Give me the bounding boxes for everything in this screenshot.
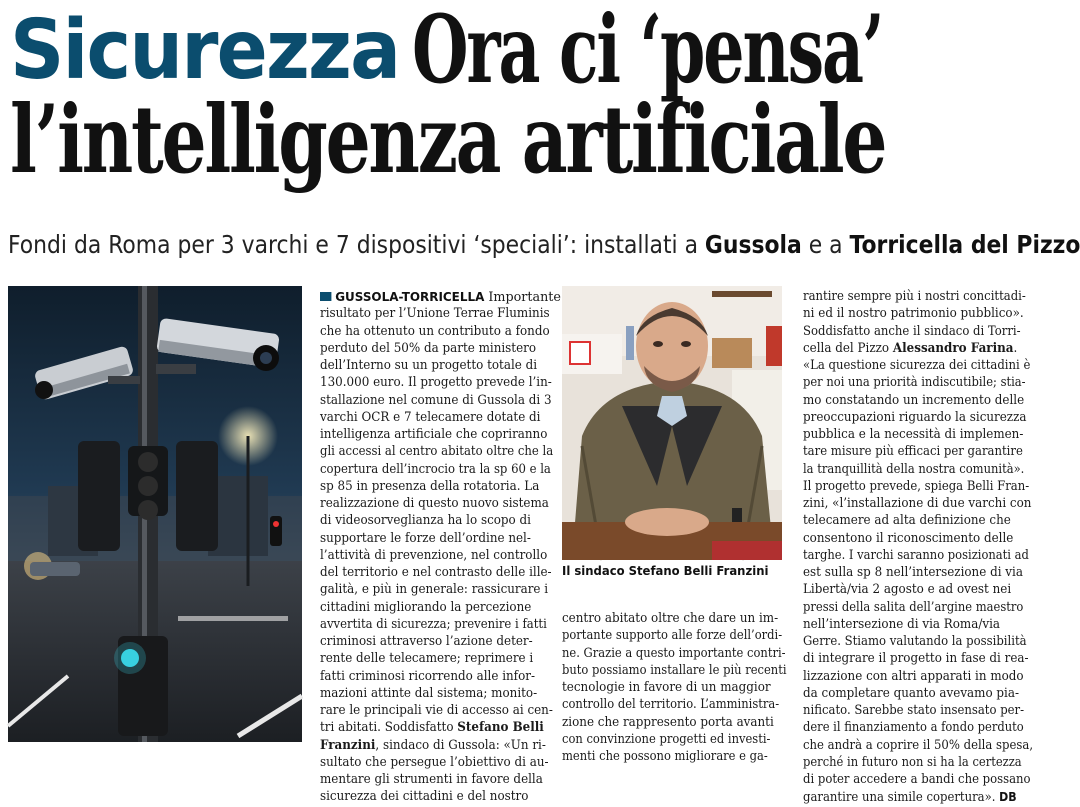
article-column-1 <box>320 288 561 806</box>
surveillance-photo <box>8 286 302 742</box>
body-line: Importante <box>484 290 561 305</box>
body-line: l’attività di prevenzione, nel controllo <box>320 547 548 563</box>
body-line: avvertita di sicurezza; prevenire i fatti <box>320 616 547 632</box>
body-line: da completare quanto avevamo pia- <box>803 685 1020 701</box>
body-line: Il progetto prevede, spiega Belli Fran- <box>803 478 1030 494</box>
body-line: galità, e più in generale: rassicurare i <box>320 582 549 598</box>
body-line: ne. Grazie a questo importante contri- <box>562 645 786 661</box>
body-line: perché in futuro non si ha la certezza <box>803 754 1022 770</box>
body-line: buto possiamo installare le più recenti <box>562 662 787 678</box>
body-line: realizzazione di questo nuovo sistema <box>320 496 549 511</box>
subheadline <box>8 230 1080 260</box>
body-line: controllo del territorio. L’amministra- <box>562 697 780 713</box>
body-line: mo constatando un incremento delle <box>803 392 1025 408</box>
body-line: supportare le forze dell’ordine nel- <box>320 530 531 546</box>
body-line: . <box>1013 340 1018 356</box>
mayor-photo <box>562 286 782 560</box>
body-line: del territorio e nel contrasto delle ille- <box>320 565 552 580</box>
subheadline-place-torricella: Torricella del Pizzo <box>849 230 1080 259</box>
body-line: zione che rappresento porta avanti <box>562 714 774 730</box>
body-line: zini, «l’installazione di due varchi con <box>803 496 1032 511</box>
subheadline-place-gussola: Gussola <box>704 230 802 259</box>
article-column-3 <box>803 288 1034 806</box>
subheadline-text: Fondi da Roma per 3 varchi e 7 dispositivi ‘speciali’: installati a <box>8 230 705 259</box>
body-line: Soddisfatto anche il sindaco di Torri- <box>803 323 1021 339</box>
body-line: garantire una simile copertura». <box>803 790 1000 806</box>
body-line: pubblica e la necessità di implemen- <box>803 427 1024 442</box>
body-line: Libertà/via 2 agosto e ad ovest nei <box>803 582 1012 598</box>
body-line: nell’intersezione di via Roma/via <box>803 616 1001 632</box>
body-line: la tranquillità della nostra comunità». <box>803 461 1025 477</box>
body-line: nificato. Sarebbe stato insensato per- <box>803 703 1025 718</box>
article-column-2 <box>562 610 787 765</box>
body-line: lizzazione con altri apparati in modo <box>803 668 1024 684</box>
photo-caption: Il sindaco Stefano Belli Franzini <box>562 563 769 578</box>
body-line: sicurezza dei cittadini e del nostro <box>320 789 529 805</box>
body-line: tri abitati. Soddisfatto <box>320 720 458 736</box>
body-line: rantire sempre più i nostri concittadi- <box>803 289 1026 304</box>
author-initials: DB <box>999 789 1017 805</box>
body-line: rare le principali vie di accesso ai cen- <box>320 703 553 718</box>
dateline: GUSSOLA-TORRICELLA <box>335 289 485 304</box>
body-line: pressi della salita dell’argine maestro <box>803 599 1024 615</box>
body-line: sultato che persegue l’obiettivo di au- <box>320 754 549 770</box>
section-marker-icon <box>320 292 331 301</box>
body-line: di integrare il progetto in fase di rea- <box>803 651 1029 667</box>
body-line: preoccupazioni riguardo la sicurezza <box>803 409 1027 425</box>
body-line: che andrà a coprire il 50% della spesa, <box>803 737 1034 753</box>
body-line: consentono il riconoscimento delle <box>803 530 1014 546</box>
body-line: mazioni attinte dal sistema; monito- <box>320 685 538 701</box>
body-line: centro abitato oltre che dare un im- <box>562 611 779 626</box>
body-line: gli accessi al centro abitato oltre che la <box>320 444 554 460</box>
body-line: di poter accedere a bandi che possano <box>803 772 1031 787</box>
body-line: 130.000 euro. Il progetto prevede l’in- <box>320 375 552 391</box>
body-line: «La questione sicurezza dei cittadini è <box>803 358 1031 373</box>
body-line: menti che possono migliorare e ga- <box>562 749 768 764</box>
body-line: telecamere ad alta definizione che <box>803 513 1011 529</box>
headline-line-1: Ora ci ‘pensa’ <box>412 0 883 105</box>
body-line: che ha ottenuto un contributo a fondo <box>320 323 550 339</box>
body-line: dell’Interno su un progetto totale di <box>320 358 538 373</box>
body-line: fatti criminosi ricorrendo alle infor- <box>320 668 536 684</box>
headline-line-2: l’intelligenza artificiale <box>10 85 886 195</box>
body-line: cittadini migliorando la percezione <box>320 599 532 615</box>
person-name: Alessandro Farina <box>892 339 1014 356</box>
body-line: Gerre. Stiamo valutando la possibilità <box>803 634 1027 649</box>
body-line: ni ed il nostro patrimonio pubblico». <box>803 306 1024 322</box>
body-line: rente delle telecamere; reprimere i <box>320 651 534 667</box>
body-line: perduto del 50% da parte ministero <box>320 340 537 356</box>
subheadline-joiner: e a <box>801 230 850 259</box>
body-line: dere il finanziamento a fondo perduto <box>803 720 1024 736</box>
body-line: per noi una priorità indiscutibile; stia- <box>803 375 1026 391</box>
body-line: criminosi attraverso l’azione deter- <box>320 634 533 649</box>
body-line: tecnologie in favore di un maggior <box>562 680 771 695</box>
body-line: copertura dell’incrocio tra la sp 60 e la <box>320 461 551 477</box>
person-name: Franzini <box>320 736 376 753</box>
body-line: di videosorveglianza ha lo scopo di <box>320 513 531 529</box>
body-line: risultato per l’Unione Terrae Fluminis <box>320 306 550 322</box>
body-line: mentare gli strumenti in favore della <box>320 772 543 787</box>
body-line: stallazione nel comune di Gussola di 3 <box>320 392 552 408</box>
body-line: est sulla sp 8 nell’intersezione di via <box>803 565 1023 580</box>
section-kicker: Sicurezza <box>10 3 400 98</box>
body-line: cella del Pizzo <box>803 340 893 356</box>
body-line: tare misure più efficaci per garantire <box>803 444 1023 460</box>
body-line: varchi OCR e 7 telecamere dotate di <box>320 409 541 425</box>
body-line: targhe. I varchi saranno posizionati ad <box>803 547 1029 563</box>
body-line: sp 85 in presenza della rotatoria. La <box>320 478 540 494</box>
body-line: intelligenza artificiale che copriranno <box>320 427 548 442</box>
body-line: con convinzione progetti ed investi- <box>562 731 771 747</box>
body-line: , sindaco di Gussola: «Un ri- <box>375 737 546 753</box>
body-line: portante supporto alle forze dell’ordi- <box>562 628 783 644</box>
person-name: Stefano Belli <box>457 719 544 736</box>
